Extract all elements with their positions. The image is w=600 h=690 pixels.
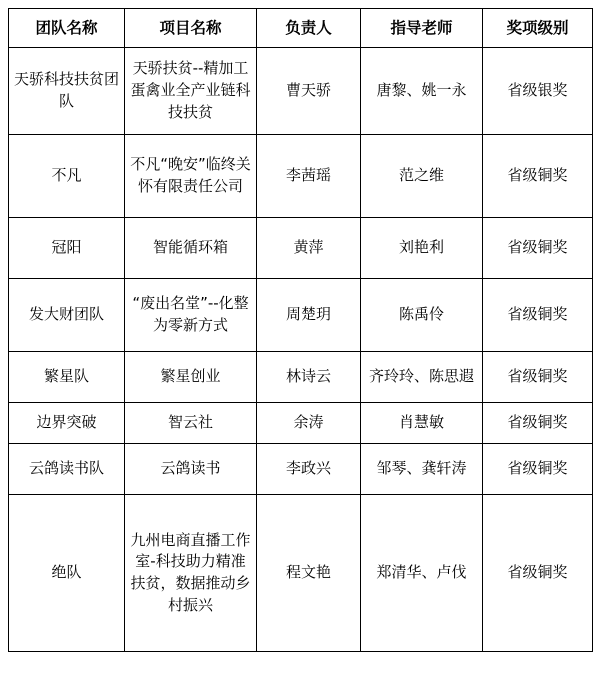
cell-advisor: 肖慧敏 — [361, 403, 483, 444]
cell-team: 边界突破 — [9, 403, 125, 444]
cell-award: 省级银奖 — [483, 48, 593, 135]
cell-award: 省级铜奖 — [483, 218, 593, 279]
table-row — [9, 135, 593, 218]
column-header-project: 项目名称 — [125, 9, 257, 48]
cell-leader: 李茜瑶 — [257, 135, 361, 218]
cell-award: 省级铜奖 — [483, 279, 593, 352]
column-header-leader: 负责人 — [257, 9, 361, 48]
table-row — [9, 495, 593, 652]
cell-award: 省级铜奖 — [483, 495, 593, 652]
cell-award: 省级铜奖 — [483, 403, 593, 444]
cell-team: 不凡 — [9, 135, 125, 218]
cell-advisor: 唐黎、姚一永 — [361, 48, 483, 135]
cell-team: 冠阳 — [9, 218, 125, 279]
cell-advisor: 刘艳利 — [361, 218, 483, 279]
cell-project: 不凡“晚安”临终关怀有限责任公司 — [125, 135, 257, 218]
cell-leader: 林诗云 — [257, 352, 361, 403]
table-row — [9, 218, 593, 279]
table-row — [9, 444, 593, 495]
table-row — [9, 403, 593, 444]
cell-project: 九州电商直播工作室-科技助力精准扶贫，数据推动乡村振兴 — [125, 495, 257, 652]
cell-project: 智云社 — [125, 403, 257, 444]
cell-leader: 曹天骄 — [257, 48, 361, 135]
cell-award: 省级铜奖 — [483, 444, 593, 495]
cell-team: 天骄科技扶贫团队 — [9, 48, 125, 135]
cell-leader: 黄萍 — [257, 218, 361, 279]
column-header-advisor: 指导老师 — [361, 9, 483, 48]
award-table — [8, 8, 593, 652]
cell-project: 智能循环箱 — [125, 218, 257, 279]
cell-leader: 李政兴 — [257, 444, 361, 495]
cell-advisor: 范之维 — [361, 135, 483, 218]
column-header-team: 团队名称 — [9, 9, 125, 48]
cell-team: 发大财团队 — [9, 279, 125, 352]
cell-advisor: 邹琴、龚轩涛 — [361, 444, 483, 495]
cell-project: 天骄扶贫--精加工蛋禽业全产业链科技扶贫 — [125, 48, 257, 135]
cell-team: 云鸽读书队 — [9, 444, 125, 495]
cell-leader: 余涛 — [257, 403, 361, 444]
cell-advisor: 齐玲玲、陈思遐 — [361, 352, 483, 403]
cell-project: “废出名堂”--化整为零新方式 — [125, 279, 257, 352]
table-header-row — [9, 9, 593, 48]
table-row — [9, 48, 593, 135]
cell-project: 云鸽读书 — [125, 444, 257, 495]
cell-advisor: 陈禹伶 — [361, 279, 483, 352]
cell-advisor: 郑清华、卢伐 — [361, 495, 483, 652]
column-header-award: 奖项级别 — [483, 9, 593, 48]
cell-team: 繁星队 — [9, 352, 125, 403]
table-row — [9, 352, 593, 403]
cell-leader: 周楚玥 — [257, 279, 361, 352]
cell-award: 省级铜奖 — [483, 135, 593, 218]
cell-award: 省级铜奖 — [483, 352, 593, 403]
cell-project: 繁星创业 — [125, 352, 257, 403]
cell-team: 绝队 — [9, 495, 125, 652]
table-row — [9, 279, 593, 352]
cell-leader: 程文艳 — [257, 495, 361, 652]
